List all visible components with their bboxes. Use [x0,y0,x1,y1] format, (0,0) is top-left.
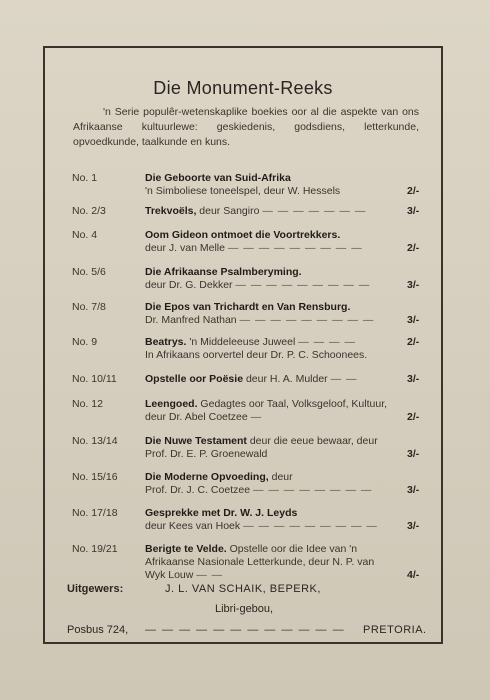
leader-dashes: — — — — — — — [262,205,367,217]
leader-dashes: — [250,411,263,423]
postbox: Posbus 724, [67,624,129,636]
entry-title: Gesprekke met Dr. W. J. Leyds [145,507,298,519]
entry-detail: deur [268,471,293,483]
entry-number: No. 7/8 [72,301,106,313]
leader-dashes: — — — — — — — — — [239,314,375,326]
entry-number: No. 12 [72,398,103,410]
publisher-city: PRETORIA. [363,624,427,636]
leader-dashes: — — — — — — — — — [243,520,378,532]
entry-detail: 'n Simboliese toneelspel, deur W. Hessels [145,185,341,197]
entry-number: No. 19/21 [72,543,118,555]
entry-detail: deur Dr. G. Dekker [145,279,233,291]
entry-body [145,471,395,497]
entry-author: Prof. Dr. J. C. Coetzee [145,484,251,496]
entry-body [145,172,395,198]
entry-detail: deur J. van Melle [145,242,225,254]
leader-dashes: — — [330,373,358,385]
entry-title: Die Epos van Trichardt en Van Rensburg. [145,301,351,313]
advert-frame [43,46,443,644]
entry-price: 2/- [407,242,420,254]
entry-title: Die Afrikaanse Psalmberyming. [145,266,302,278]
entry-detail: Gedagtes oor Taal, Volksgeloof, Kultuur, deur Dr. Abel Coetzee [145,398,388,423]
entry-title: Die Geboorte van Suid-Afrika [145,172,291,184]
leader-dashes: — — — — — — — — [252,484,373,496]
entry-number: No. 2/3 [72,205,106,217]
entry-detail: Opstelle oor die Idee van 'n Afrikaanse Nasionale Letterkunde, deur N. P. van Wyk Louw [145,543,375,581]
leader-dashes: — — — — — — — — — — — — [145,624,346,636]
entry-detail: deur Sangiro [196,205,260,217]
entry-body [145,507,395,533]
entry-title: Leengoed. [145,398,198,410]
entry-price: 3/- [407,484,420,496]
publisher-label: Uitgewers: [67,583,124,595]
entry-number: No. 4 [72,229,98,241]
entry-title: Trekvoëls, [145,205,197,217]
entry-price: 3/- [407,314,420,326]
entry-body [145,336,425,362]
entry-detail: deur die eeue bewaar, deur Prof. Dr. E. P. Groenewald [145,435,378,460]
entry-body [145,373,395,386]
entry-number: No. 5/6 [72,266,106,278]
entry-title: Die Nuwe Testament [145,435,247,447]
entry-body [145,229,395,255]
entry-title: Opstelle oor Poësie [145,373,244,385]
entry-price: 2/- [407,411,420,423]
leader-dashes: — — — — — — — — — [235,279,371,291]
entry-body [145,398,395,424]
entry-body [145,205,395,218]
entry-title: Die Moderne Opvoeding, [145,471,269,483]
publisher-name: J. L. VAN SCHAIK, BEPERK, [165,583,321,595]
entry-number: No. 9 [72,336,98,348]
entry-price: 3/- [407,279,420,291]
leader-dashes: — — — — — — — — — [227,242,363,254]
entry-body [145,435,395,461]
entry-title: Berigte te Velde. [145,543,227,555]
entry-number: No. 17/18 [72,507,118,519]
entry-price: 2/- [407,185,420,197]
entry-detail: deur H. A. Mulder [243,373,328,385]
publisher-building: Libri-gebou, [215,603,274,615]
series-intro: 'n Serie populêr-wetenskaplike boekies oor al die aspekte van ons Afrikaanse kultuurlewe: geskiedenis, godsdiens, letterkunde, opvoedkunde, taalkunde en kuns. [73,106,419,148]
page-title: Die Monument-Reeks [153,78,333,98]
leader-dashes: — — — — [298,336,356,348]
entry-note: In Afrikaans oorvertel deur Dr. P. C. Schoonees. [145,349,368,361]
entry-body [145,543,395,582]
entry-number: No. 1 [72,172,98,184]
entry-body [145,301,415,327]
entry-number: No. 13/14 [72,435,118,447]
entry-number: No. 10/11 [72,373,117,385]
entry-body [145,266,395,292]
entry-price: 3/- [407,520,420,532]
leader-dashes: — — [196,569,224,581]
entry-price: 2/- [407,336,420,348]
entry-price: 3/- [407,448,420,460]
entry-price: 3/- [407,205,420,217]
entry-detail: 'n Middeleeuse Juweel [186,336,296,348]
entry-detail: Dr. Manfred Nathan [145,314,237,326]
entry-author: deur Kees van Hoek [145,520,241,532]
entry-number: No. 15/16 [72,471,118,483]
entry-price: 4/- [407,569,420,581]
entry-price: 3/- [407,373,420,385]
entry-title: Oom Gideon ontmoet die Voortrekkers. [145,229,341,241]
entry-title: Beatrys. [145,336,187,348]
